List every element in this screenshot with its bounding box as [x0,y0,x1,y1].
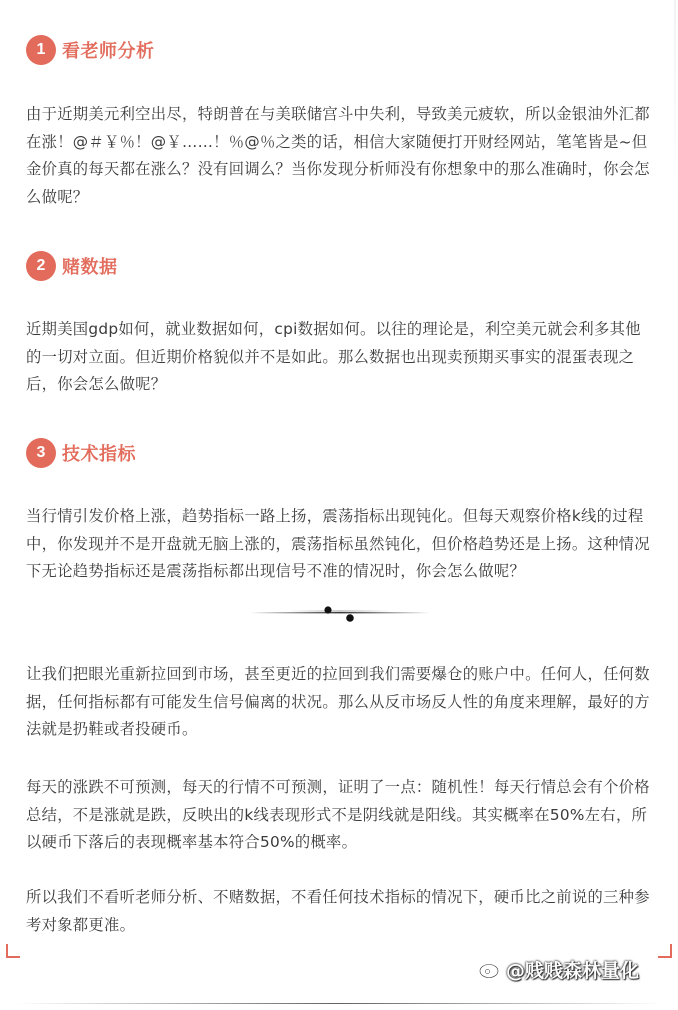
corner-bracket-left [6,944,20,958]
weibo-logo-icon [478,958,502,980]
section-heading-1 [26,34,155,66]
section-heading-3 [26,437,136,469]
ink-divider-ornament [250,598,430,628]
watermark-text: @贱贱森林量化 [506,959,640,982]
body-paragraph-2: 每天的涨跌不可预测，每天的行情不可预测，证明了一点：随机性！每天行情总会有个价格总结，不是涨就是跌，反映出的k线表现形式不是阴线就是阳线。其实概率在50%左右，所以硬币下落后的表现概率基本符合50%的概率。 [26,778,650,851]
section-number-badge: 3 [26,438,56,468]
section-number-badge: 1 [26,35,56,65]
page-edge-shadow [674,0,676,200]
section-number-badge: 2 [26,251,56,281]
section-3-paragraph: 当行情引发价格上涨，趋势指标一路上扬，震荡指标出现钝化。但每天观察价格k线的过程中，你发现并不是开盘就无脑上涨的，震荡指标虽然钝化，但价格趋势还是上扬。这种情况下无论趋势指标还是震荡指标都出现信号不准的情况时，你会怎么做呢？ [26,507,650,580]
section-heading-2 [26,250,118,282]
body-paragraph-1: 让我们把眼光重新拉回到市场，甚至更近的拉回到我们需要爆仓的账户中。任何人，任何数据，任何指标都有可能发生信号偏离的状况。那么从反市场反人性的角度来理解，最好的方法就是扔鞋或者投硬币。 [26,665,650,738]
weibo-watermark [478,954,639,984]
section-title: 看老师分析 [62,41,155,62]
section-2-paragraph: 近期美国gdp如何，就业数据如何，cpi数据如何。以往的理论是，利空美元就会利多其他的一切对立面。但近期价格貌似并不是如此。那么数据也出现卖预期买事实的混蛋表现之后，你会怎么做呢？ [26,320,641,393]
corner-bracket-right [658,944,672,958]
section-title: 技术指标 [62,444,136,465]
bottom-divider-line [16,1003,662,1004]
section-1-paragraph: 由于近期美元利空出尽，特朗普在与美联储宫斗中失利，导致美元疲软，所以金银油外汇都在涨！@＃￥％！@￥……！％@％之类的话，相信大家随便打开财经网站，笔笔皆是~但金价真的每天都在涨么？没有回调么？当你发现分析师没有你想象中的那么准确时，你会怎么做呢？ [26,105,650,206]
section-title: 赌数据 [62,257,118,278]
body-paragraph-3: 所以我们不看听老师分析、不赌数据，不看任何技术指标的情况下，硬币比之前说的三种参考对象都更准。 [26,888,650,934]
